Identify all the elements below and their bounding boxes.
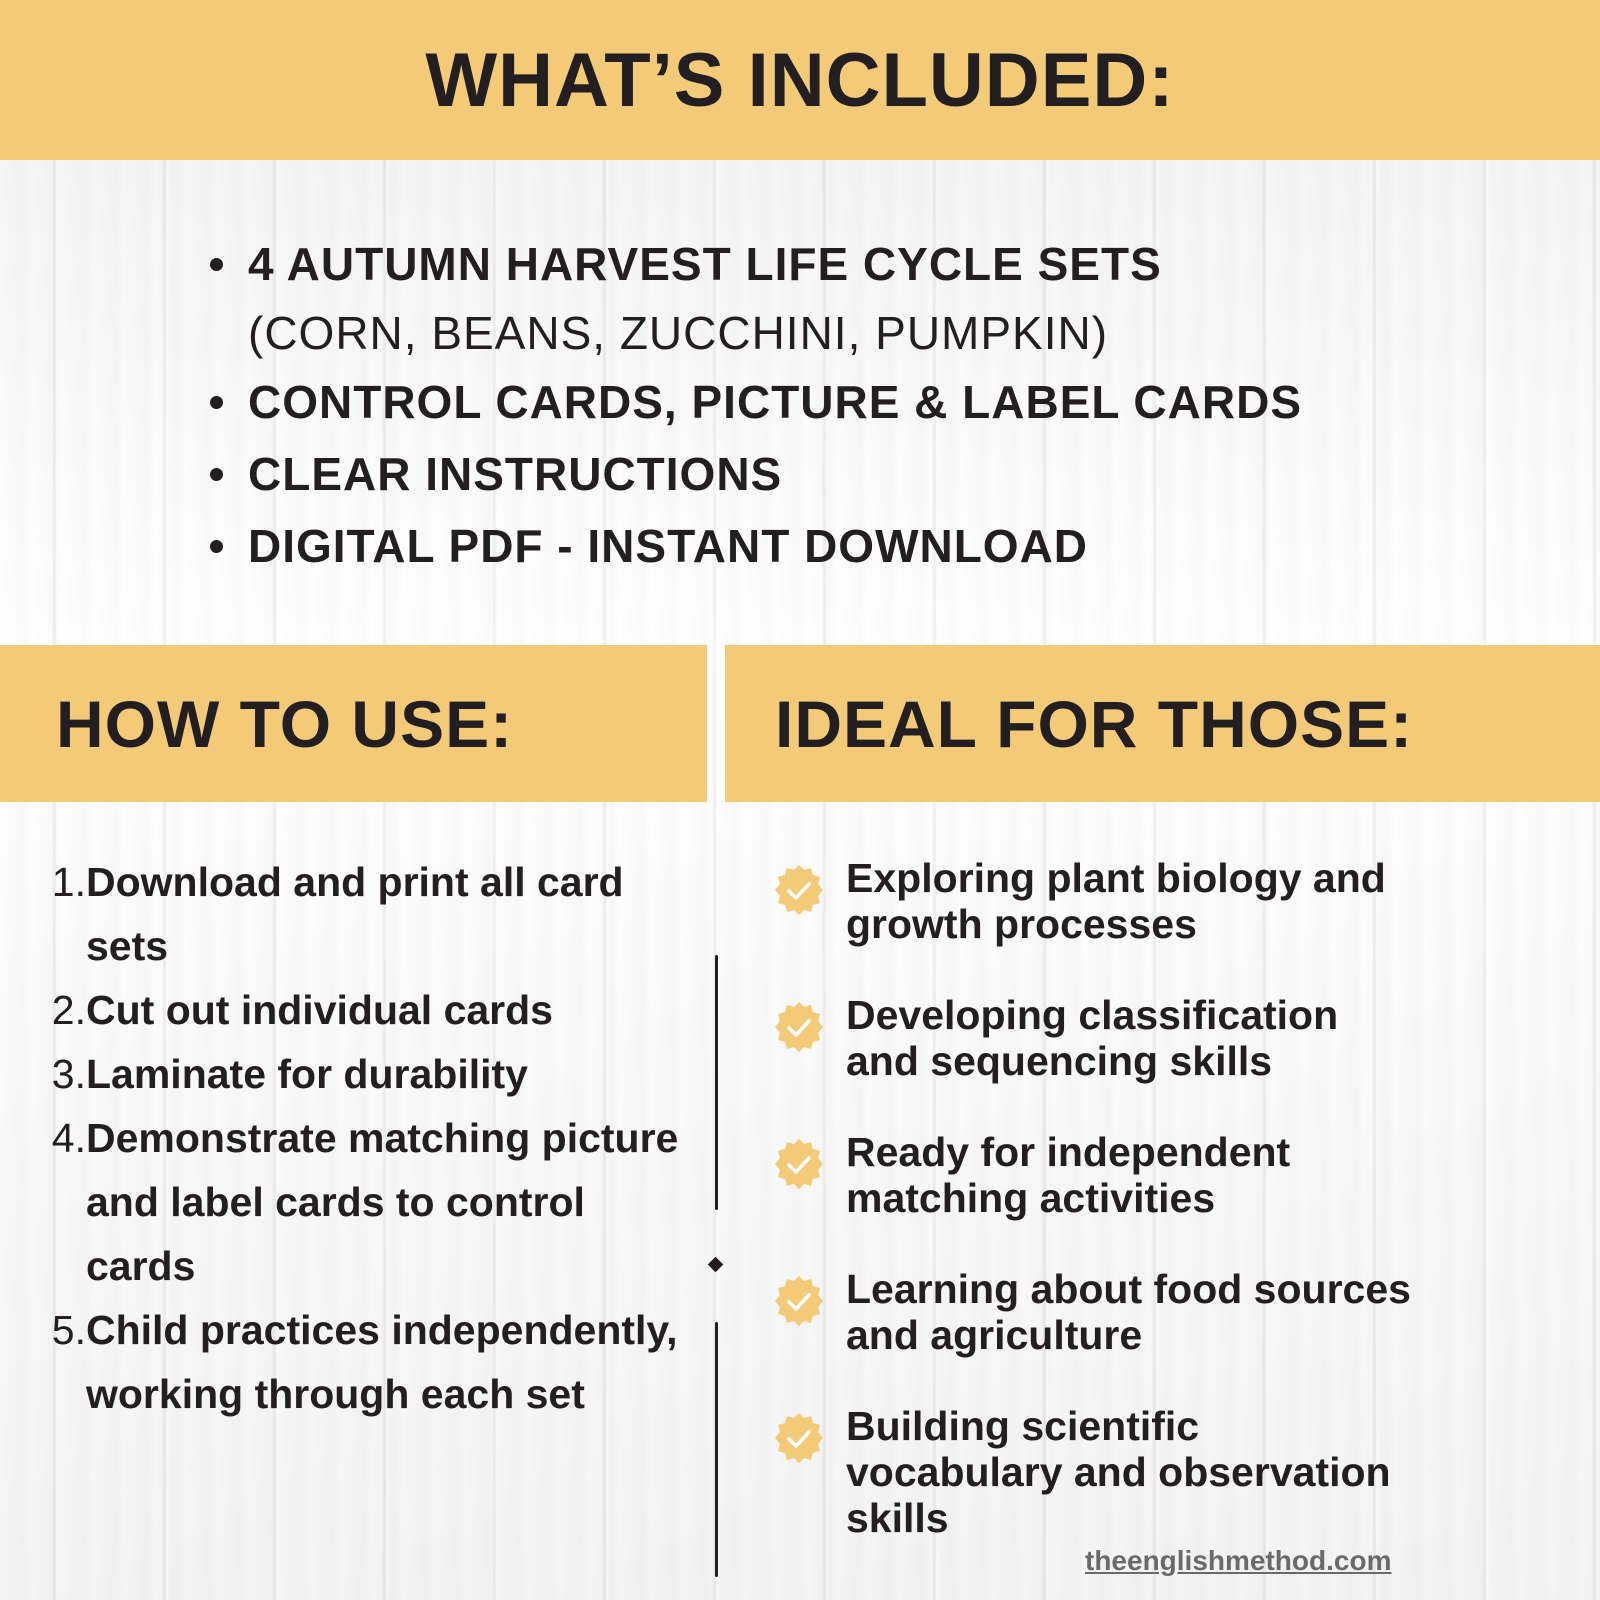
check-badge-icon xyxy=(772,1137,826,1191)
website-link[interactable]: theenglishmethod.com xyxy=(1085,1545,1392,1576)
included-item xyxy=(200,510,1500,582)
ideal-for-title: IDEAL FOR THOSE: xyxy=(775,686,1414,761)
divider-line-bottom xyxy=(715,1322,718,1577)
check-badge-icon xyxy=(772,1000,826,1054)
ideal-item-text xyxy=(846,1129,1290,1221)
ideal-item xyxy=(772,855,1572,992)
ideal-item-text xyxy=(846,992,1338,1084)
how-to-use-title: HOW TO USE: xyxy=(56,686,514,761)
included-item-text: DIGITAL PDF - INSTANT DOWNLOAD xyxy=(248,520,1089,572)
step-text: Laminate for durability xyxy=(86,1051,528,1097)
divider-line-top xyxy=(715,955,718,1210)
included-item xyxy=(200,438,1500,510)
ideal-item-line: Building scientific xyxy=(846,1403,1200,1449)
ideal-item xyxy=(772,1129,1572,1266)
whats-included-title: WHAT’S INCLUDED: xyxy=(425,37,1175,123)
ideal-item-line: vocabulary and observation xyxy=(846,1449,1391,1495)
step-item xyxy=(40,1106,680,1298)
step-item xyxy=(40,1042,680,1106)
included-item-subtext: (CORN, BEANS, ZUCCHINI, PUMPKIN) xyxy=(248,307,1109,359)
step-number: 4. xyxy=(51,1115,86,1161)
ideal-item-line: and agriculture xyxy=(846,1312,1143,1358)
step-number: 5. xyxy=(51,1307,86,1353)
ideal-item xyxy=(772,1266,1572,1403)
ideal-for-header xyxy=(725,645,1600,802)
step-text: Child practices independently, working through each set xyxy=(86,1307,678,1417)
how-to-use-steps xyxy=(40,850,680,1426)
ideal-item-line: Learning about food sources xyxy=(846,1266,1411,1312)
ideal-item-line: growth processes xyxy=(846,901,1197,947)
step-number: 3. xyxy=(51,1051,86,1097)
included-item-text: 4 AUTUMN HARVEST LIFE CYCLE SETS xyxy=(248,238,1162,290)
ideal-item-line: Developing classification xyxy=(846,992,1339,1038)
step-text: Demonstrate matching picture and label cards to control cards xyxy=(86,1115,679,1289)
ideal-item-line: skills xyxy=(846,1495,949,1541)
step-number: 2. xyxy=(51,987,86,1033)
check-badge-icon xyxy=(772,1411,826,1465)
step-item xyxy=(40,978,680,1042)
included-item-text: CLEAR INSTRUCTIONS xyxy=(248,448,783,500)
step-item xyxy=(40,1298,680,1426)
check-badge-icon xyxy=(772,1274,826,1328)
ideal-item-line: and sequencing skills xyxy=(846,1038,1273,1084)
ideal-item-line: matching activities xyxy=(846,1175,1216,1221)
included-item xyxy=(200,228,1500,366)
ideal-item-text xyxy=(846,1266,1411,1358)
check-badge-icon xyxy=(772,863,826,917)
included-item xyxy=(200,366,1500,438)
ideal-item-line: Exploring plant biology and xyxy=(846,855,1386,901)
ideal-item-text xyxy=(846,1403,1391,1541)
included-list xyxy=(200,228,1500,582)
step-number: 1. xyxy=(51,859,86,905)
how-to-use-header xyxy=(0,645,707,802)
divider-diamond xyxy=(708,1257,724,1273)
step-text: Download and print all card sets xyxy=(86,859,624,969)
ideal-item xyxy=(772,992,1572,1129)
included-item-text: CONTROL CARDS, PICTURE & LABEL CARDS xyxy=(248,376,1302,428)
ideal-item-line: Ready for independent xyxy=(846,1129,1291,1175)
step-item xyxy=(40,850,680,978)
ideal-for-list xyxy=(772,855,1572,1573)
ideal-item-text xyxy=(846,855,1386,947)
whats-included-header xyxy=(0,0,1600,160)
step-text: Cut out individual cards xyxy=(86,987,553,1033)
